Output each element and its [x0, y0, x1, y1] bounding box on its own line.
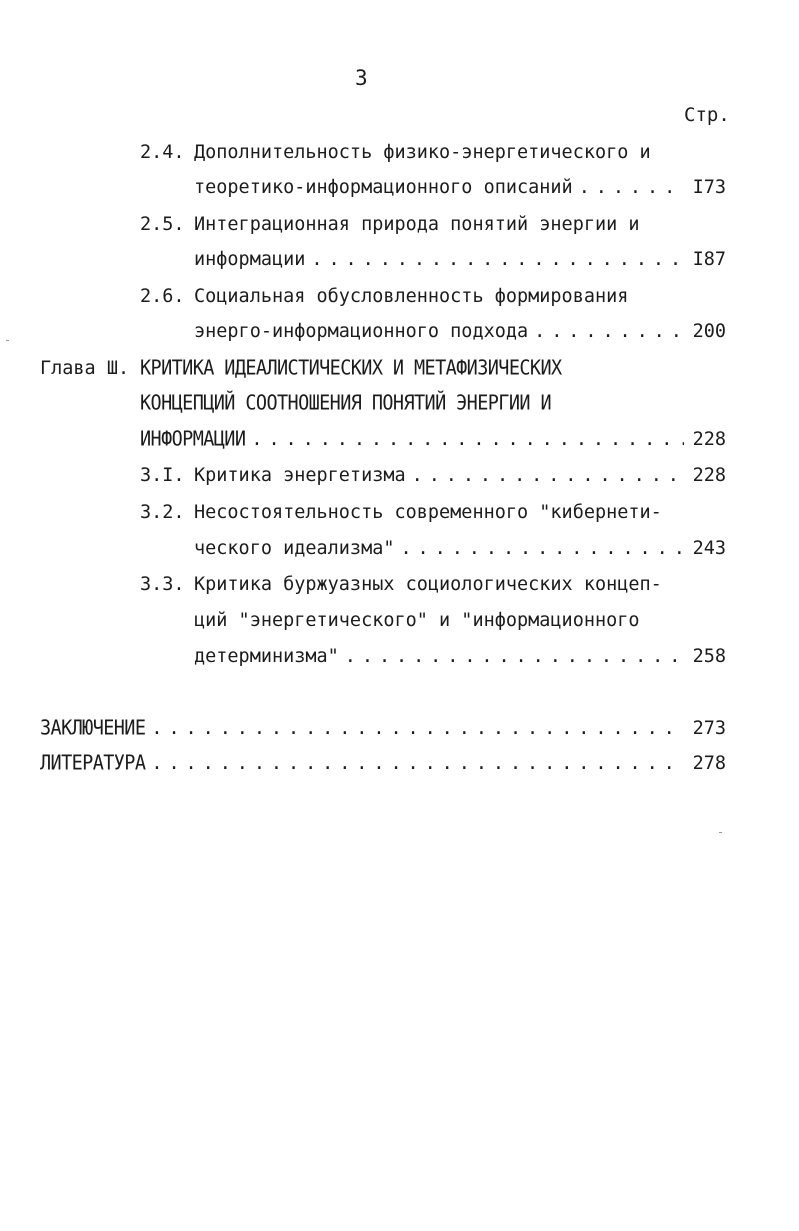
toc-entry-page: I73 — [692, 177, 726, 198]
toc-entry-title-line: Критика буржуазных социологических концеп- — [194, 574, 662, 595]
toc-entry-title-line: теоретико-информационного описаний — [194, 177, 573, 198]
chapter-title-line: КРИТИКА ИДЕАЛИСТИЧЕСКИХ И МЕТАФИЗИЧЕСКИХ — [140, 356, 562, 381]
toc-entry-page: 258 — [692, 646, 726, 667]
leader-dots — [245, 428, 684, 452]
toc-entry-page: 243 — [692, 538, 726, 559]
toc-entry-page: 278 — [692, 753, 726, 774]
toc-entry-literature — [40, 752, 726, 776]
page-number: 3 — [355, 66, 369, 90]
toc-entry-page: 228 — [692, 465, 726, 486]
leader-dots — [406, 464, 684, 488]
chapter-label: Глава Ш. — [40, 358, 130, 379]
toc-entry-number: 3.I. — [140, 465, 185, 486]
chapter-title-line: ИНФОРМАЦИИ — [140, 427, 246, 452]
toc-entry-title-line: ций "энергетического" и "информационного — [194, 610, 640, 631]
toc-entry-title-line: ЛИТЕРАТУРА — [40, 751, 146, 776]
toc-entry-title-line: детерминизма" — [194, 646, 339, 667]
toc-entry-title-line: Дополнительность физико-энергетического и — [194, 142, 651, 163]
leader-dots — [305, 248, 684, 272]
toc-entry-title-line: энерго-информационного подхода — [194, 321, 529, 342]
toc-entry-title-line: Несостоятельность современного "кибернети- — [194, 502, 662, 523]
toc-entry-number: 2.4. — [140, 142, 185, 163]
scan-speck — [6, 340, 9, 341]
page-column-label: Стр. — [684, 104, 730, 126]
leader-dots — [145, 752, 684, 776]
toc-entry-title-line: Интеграционная природа понятий энергии и — [194, 214, 640, 235]
toc-entry-title-line: ческого идеализма" — [194, 538, 395, 559]
toc-entry-last-line — [194, 176, 726, 200]
leader-dots — [394, 537, 684, 561]
toc-entry-last-line — [194, 537, 726, 561]
toc-entry-title-line: ЗАКЛЮЧЕНИЕ — [40, 716, 146, 741]
toc-entry-conclusion — [40, 717, 726, 741]
toc-entry-title-line: информации — [194, 249, 306, 270]
toc-entry-page: I87 — [692, 249, 726, 270]
leader-dots — [528, 320, 684, 344]
leader-dots — [573, 176, 684, 200]
chapter-title-line: КОНЦЕПЦИЙ СООТНОШЕНИЯ ПОНЯТИЙ ЭНЕРГИИ И — [140, 391, 551, 416]
toc-entry-page: 200 — [692, 321, 726, 342]
leader-dots — [145, 717, 684, 741]
toc-entry-number: 2.6. — [140, 286, 185, 307]
toc-entry-last-line — [194, 464, 726, 488]
leader-dots — [339, 645, 684, 669]
toc-entry-title-line: Критика энергетизма — [194, 465, 406, 486]
toc-entry-number: 3.3. — [140, 574, 185, 595]
toc-entry-number: 3.2. — [140, 502, 185, 523]
toc-entry-last-line — [194, 248, 726, 272]
toc-entry-last-line — [140, 428, 726, 452]
toc-entry-title-line: Социальная обусловленность формирования — [194, 286, 629, 307]
toc-entry-last-line — [194, 645, 726, 669]
toc-entry-page: 273 — [692, 718, 726, 739]
toc-entry-number: 2.5. — [140, 214, 185, 235]
toc-entry-last-line — [194, 320, 726, 344]
toc-entry-page: 228 — [692, 429, 726, 450]
scan-speck — [719, 832, 722, 833]
